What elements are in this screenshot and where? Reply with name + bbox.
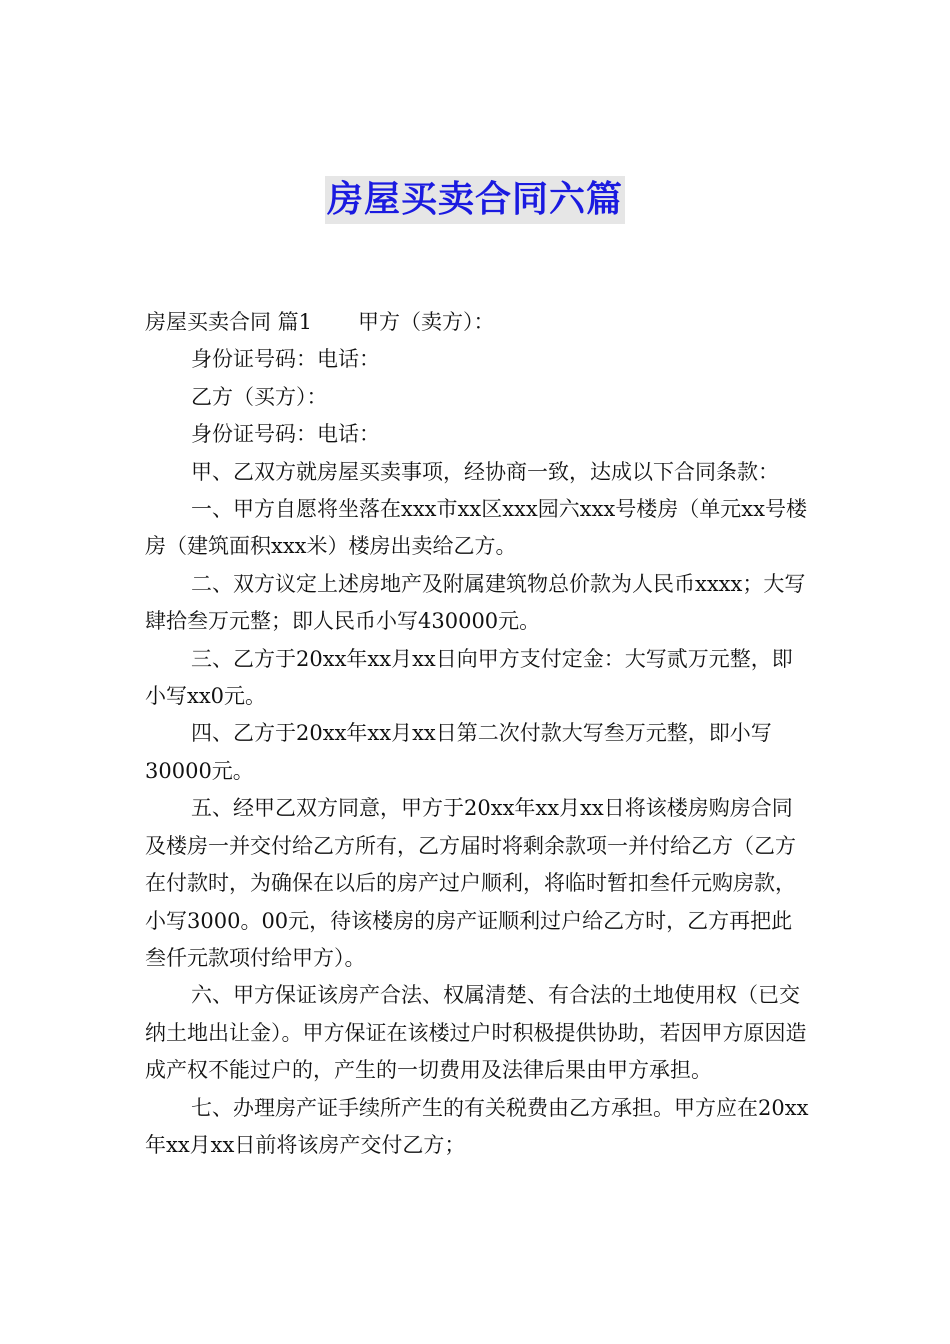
paragraph: 三、乙方于20xx年xx月xx日向甲方支付定金：大写贰万元整，即小写xx0元。 [145,646,793,709]
party-a-label: 甲方（卖方）： [358,310,495,334]
paragraph: 六、甲方保证该房产合法、权属清楚、有合法的土地使用权（已交纳土地出让金）。甲方保证在该楼过户时积极提供协助，若因甲方原因造成产权不能过户的，产生的一切费用及法律后果由甲方承担。 [145,983,807,1083]
paragraph: 七、办理房产证手续所产生的有关税费由乙方承担。甲方应在20xx年xx月xx日前将该房产交付乙方； [145,1095,809,1157]
section-label: 房屋买卖合同 篇1 [145,310,313,334]
document-body [145,304,809,1164]
title-container [0,176,950,224]
paragraph: 身份证号码：电话： [191,422,380,447]
paragraph: 身份证号码：电话： [191,347,380,372]
document-title: 房屋买卖合同六篇 [325,176,625,224]
paragraph: 乙方（买方）： [191,384,328,409]
paragraph: 五、经甲乙双方同意，甲方于20xx年xx月xx日将该楼房购房合同及楼房一并交付给乙方所有，乙方届时将剩余款项一并付给乙方（乙方在付款时，为确保在以后的房产过户顺利，将临时暂扣叁仟元购房款，小写3000。00元，待该楼房的房产证顺利过户给乙方时，乙方再把此叁仟元款项付给甲方）。 [145,796,796,970]
paragraph: 一、甲方自愿将坐落在xxx市xx区xxx园六xxx号楼房（单元xx号楼房（建筑面积xxx米）楼房出卖给乙方。 [145,497,807,559]
paragraph: 四、乙方于20xx年xx月xx日第二次付款大写叁万元整，即小写30000元。 [145,721,772,783]
paragraph: 二、双方议定上述房地产及附属建筑物总价款为人民币xxxx；大写肆拾叁万元整；即人民币小写430000元。 [145,571,806,634]
paragraph: 甲、乙双方就房屋买卖事项，经协商一致，达成以下合同条款： [191,459,779,484]
section-header [145,304,809,341]
